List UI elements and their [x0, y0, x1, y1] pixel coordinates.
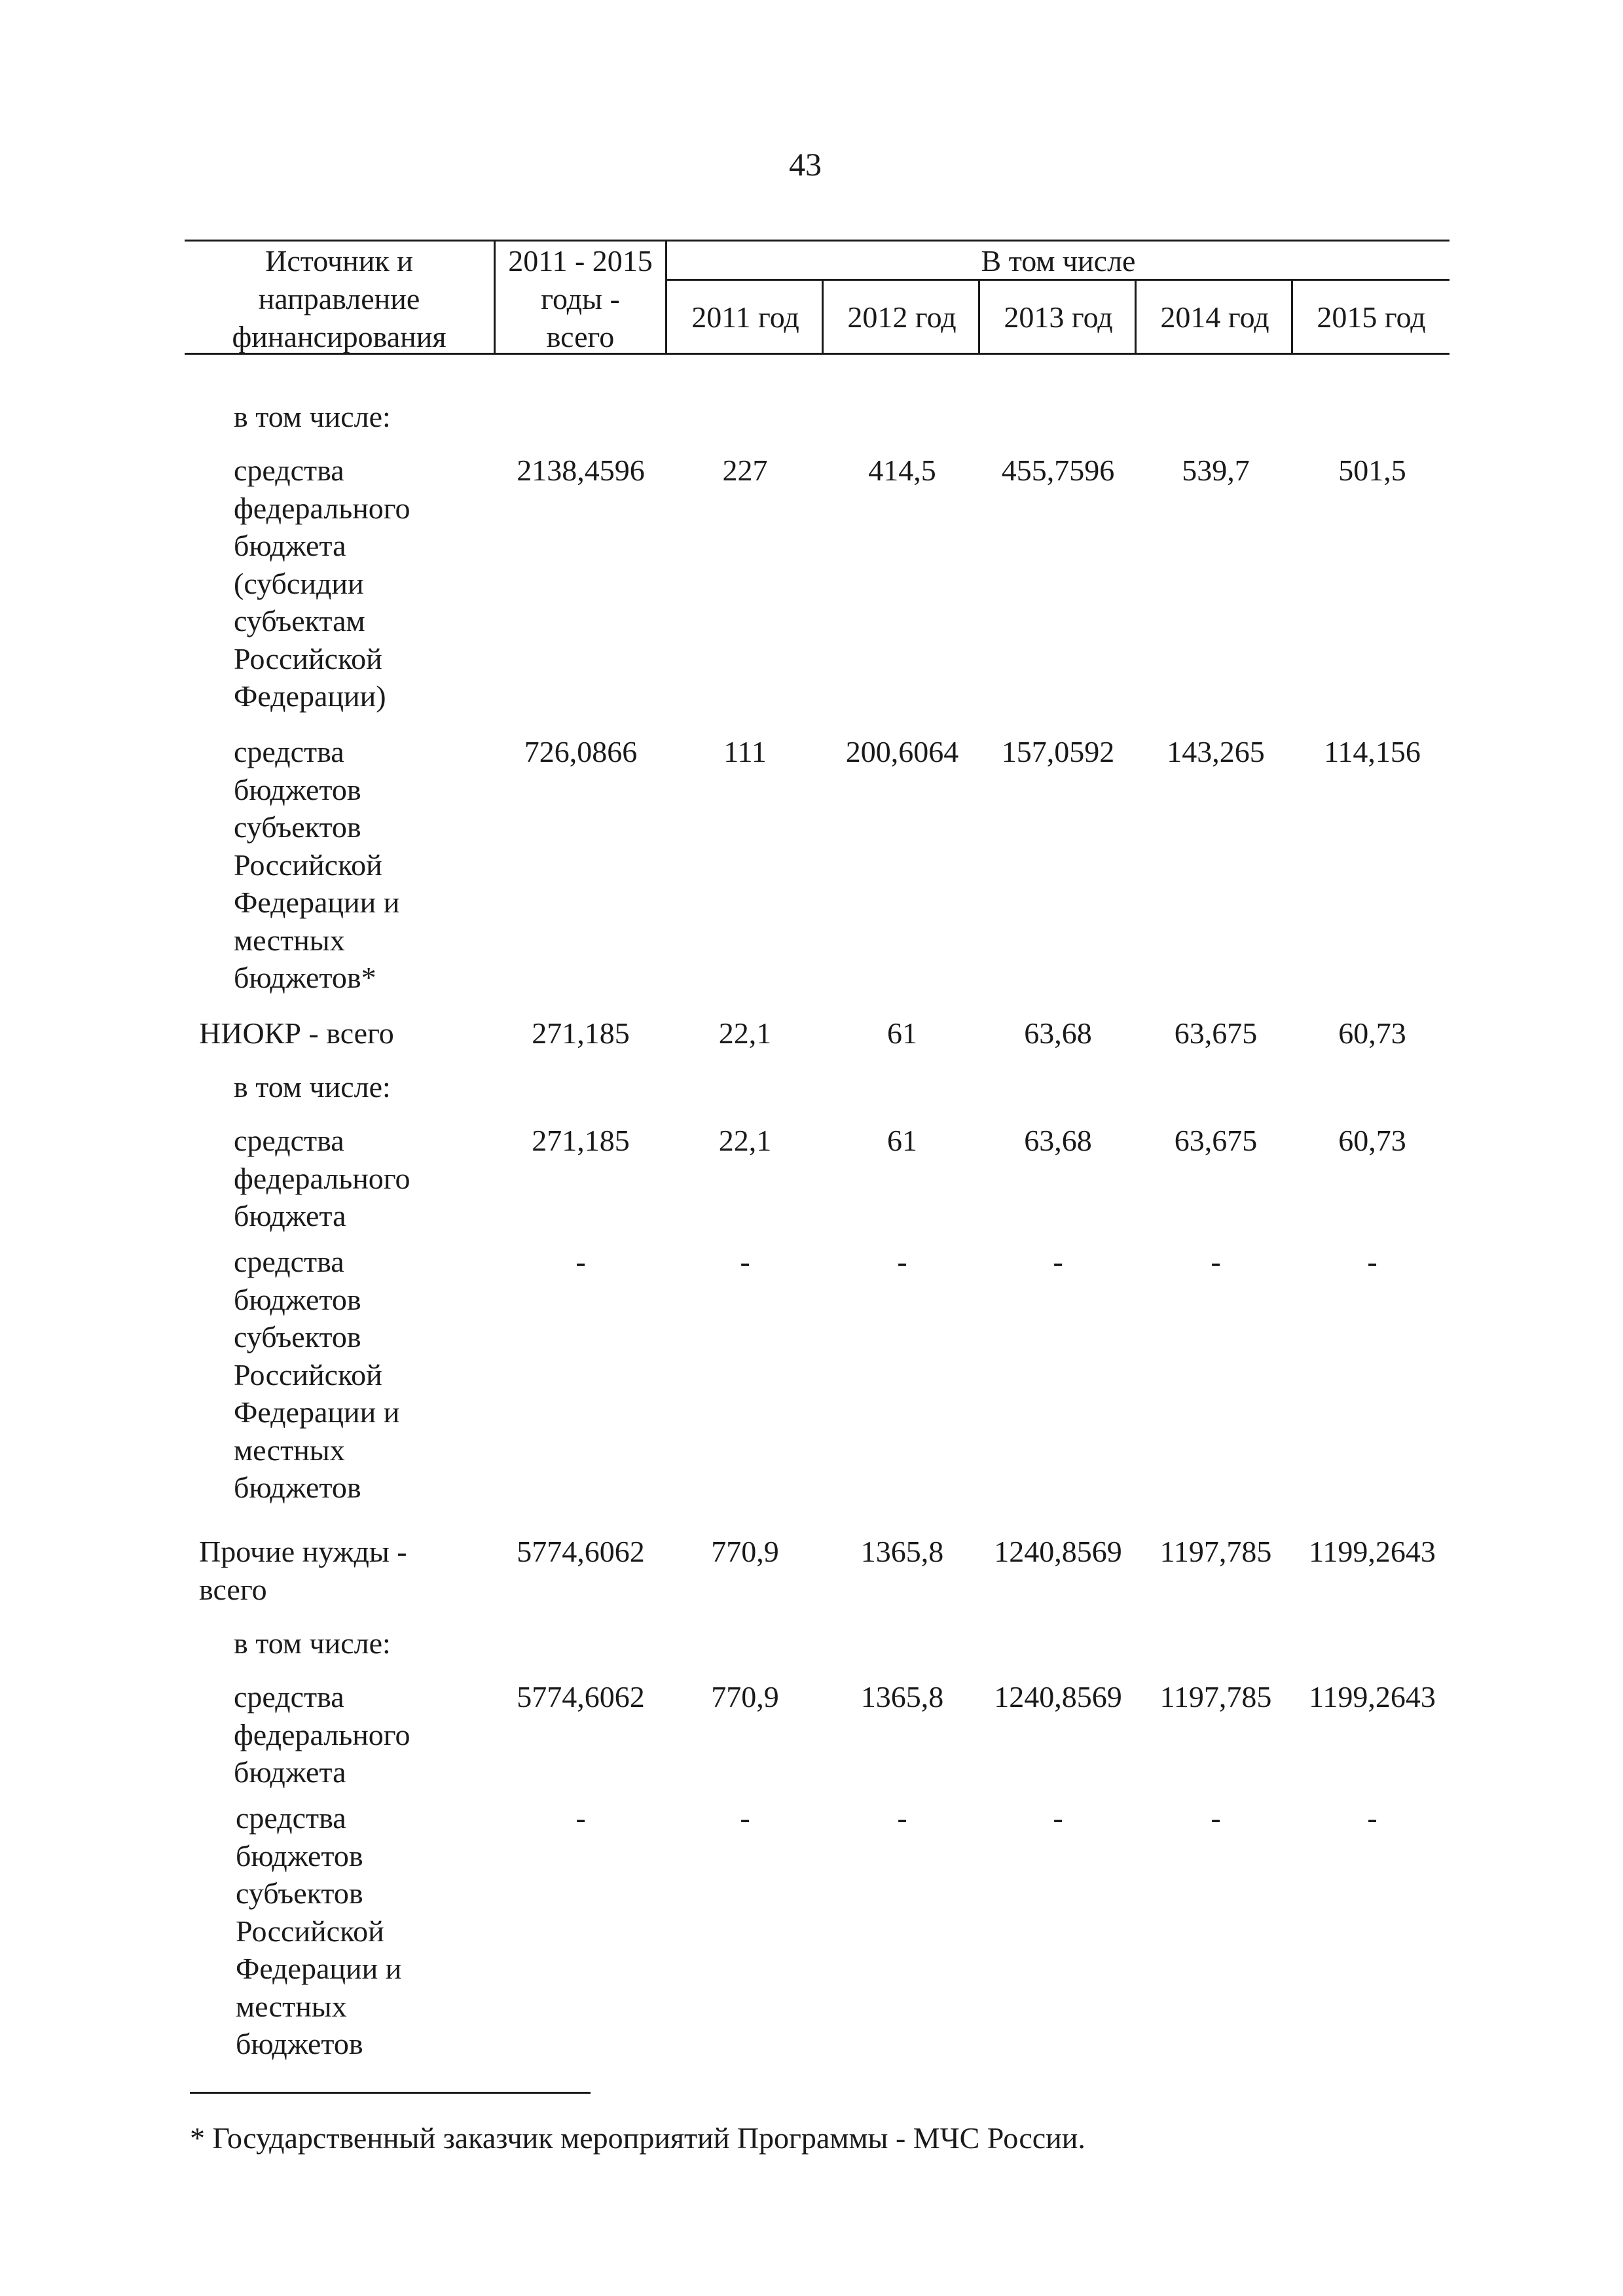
- table-cell: 63,68: [1024, 1124, 1092, 1157]
- table-cell: -: [1211, 1801, 1221, 1835]
- table-cell: 111: [723, 735, 767, 768]
- row-label: средства федерального бюджета (субсидии субъектам Российской Федерации): [234, 454, 410, 713]
- table-cell: 143,265: [1167, 735, 1265, 768]
- table-cell: -: [897, 1801, 907, 1835]
- table-cell: 271,185: [532, 1016, 630, 1050]
- row-label: НИОКР - всего: [199, 1016, 394, 1050]
- table-cell: 1365,8: [860, 1535, 944, 1568]
- table-cell: -: [1211, 1245, 1221, 1278]
- table-cell: 1365,8: [860, 1680, 944, 1713]
- table-cell: 200,6064: [845, 735, 959, 768]
- table-cell: -: [1367, 1245, 1377, 1278]
- table-cell: 770,9: [711, 1535, 779, 1568]
- table-cell: 1240,8569: [994, 1535, 1122, 1568]
- table-cell: 1197,785: [1159, 1680, 1272, 1713]
- table-cell: 414,5: [868, 454, 936, 487]
- row-label: в том числе:: [234, 400, 391, 433]
- table-cell: -: [1053, 1245, 1063, 1278]
- row-label: средства бюджетов субъектов Российской Федерации и местных бюджетов*: [234, 735, 400, 994]
- table-cell: 1197,785: [1159, 1535, 1272, 1568]
- footnote-rule: [190, 2092, 591, 2094]
- table-cell: 227: [722, 454, 768, 487]
- table-cell: -: [575, 1245, 586, 1278]
- table-cell: 5774,6062: [517, 1535, 645, 1568]
- table-cell: 114,156: [1324, 735, 1421, 768]
- row-label: средства бюджетов субъектов Российской Федерации и местных бюджетов: [236, 1801, 402, 2060]
- table-cell: 271,185: [532, 1124, 630, 1157]
- table-cell: 1240,8569: [994, 1680, 1122, 1713]
- table-cell: -: [1367, 1801, 1377, 1835]
- row-label: средства бюджетов субъектов Российской Федерации и местных бюджетов: [234, 1245, 400, 1504]
- table-cell: 501,5: [1338, 454, 1406, 487]
- table-cell: 726,0866: [524, 735, 638, 768]
- header-source-direction: Источник и направление финансирования: [232, 244, 447, 353]
- header-year-2: 2012 год: [847, 300, 957, 334]
- table-cell: 22,1: [718, 1124, 772, 1157]
- row-label: в том числе:: [234, 1626, 391, 1660]
- table-cell: 157,0592: [1001, 735, 1115, 768]
- footnote: * Государственный заказчик мероприятий Программы - МЧС России.: [190, 2121, 1085, 2155]
- table-cell: 63,68: [1024, 1016, 1092, 1050]
- table-cell: 1199,2643: [1309, 1535, 1436, 1568]
- header-year-3: 2013 год: [1004, 300, 1113, 334]
- table-cell: 5774,6062: [517, 1680, 645, 1713]
- page-number: 43: [789, 146, 822, 183]
- table-cell: 63,675: [1174, 1124, 1258, 1157]
- table-cell: 539,7: [1182, 454, 1250, 487]
- header-year-1: 2011 год: [691, 300, 799, 334]
- table-cell: 22,1: [718, 1016, 772, 1050]
- header-total-period: 2011 - 2015 годы - всего: [508, 244, 653, 353]
- table-cell: 770,9: [711, 1680, 779, 1713]
- row-label: средства федерального бюджета: [234, 1124, 410, 1232]
- header-including-group: В том числе: [981, 244, 1136, 278]
- header-year-5: 2015 год: [1317, 300, 1426, 334]
- table-cell: -: [897, 1245, 907, 1278]
- table-cell: 61: [887, 1016, 917, 1050]
- table-cell: 60,73: [1338, 1016, 1406, 1050]
- table-cell: -: [740, 1801, 750, 1835]
- table-cell: 60,73: [1338, 1124, 1406, 1157]
- row-label: в том числе:: [234, 1070, 391, 1103]
- header-year-4: 2014 год: [1160, 300, 1269, 334]
- table-cell: 1199,2643: [1309, 1680, 1436, 1713]
- table-cell: -: [575, 1801, 586, 1835]
- row-label: средства федерального бюджета: [234, 1680, 410, 1789]
- table-top-rule: [185, 240, 1450, 242]
- table-cell: 61: [887, 1124, 917, 1157]
- table-cell: 455,7596: [1001, 454, 1115, 487]
- row-label: Прочие нужды - всего: [199, 1535, 407, 1606]
- table-cell: -: [1053, 1801, 1063, 1835]
- table-cell: -: [740, 1245, 750, 1278]
- table-cell: 63,675: [1174, 1016, 1258, 1050]
- table-cell: 2138,4596: [517, 454, 645, 487]
